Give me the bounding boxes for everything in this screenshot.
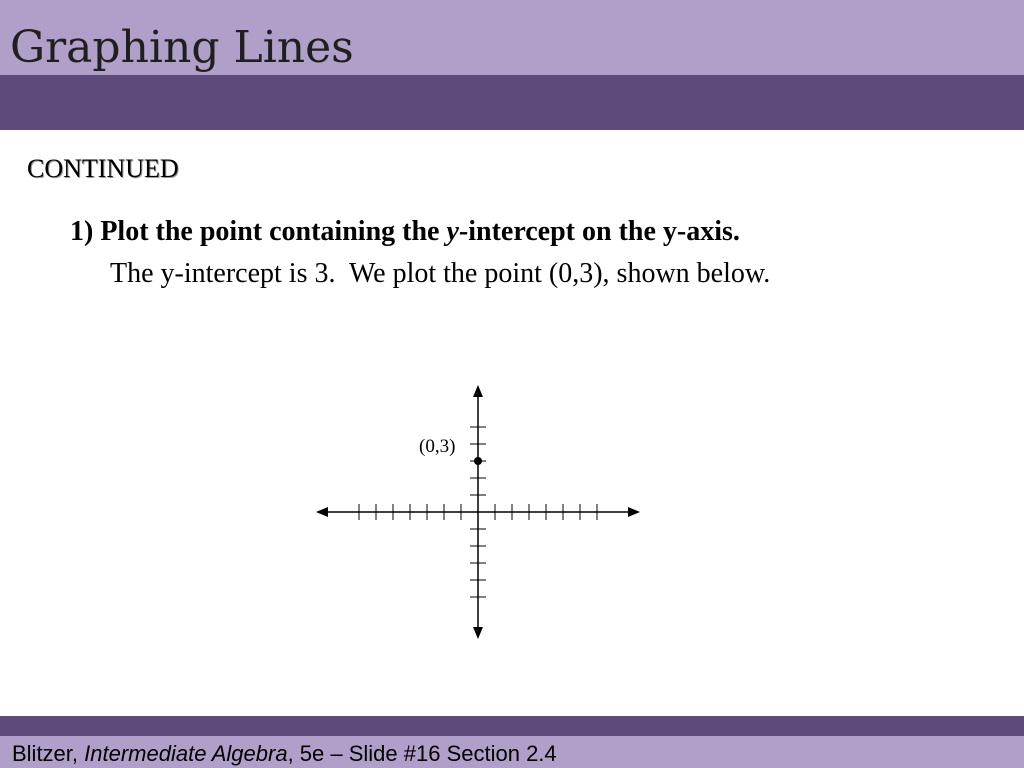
footer-citation [12,740,557,768]
continued-label: CONTINUED [27,154,179,183]
slide-title: Graphing Lines [10,22,354,73]
footer-book-title: Intermediate Algebra [84,741,288,766]
step-text-after: -intercept on the y-axis. [458,216,740,247]
step-detail: The y-intercept is 3. We plot the point (0,3), shown below. [110,258,771,289]
step-number: 1) [70,216,94,247]
footer-author: Blitzer, [12,741,79,766]
point-label: (0,3) [419,436,456,457]
step-variable: y [446,216,459,247]
footer-band-dark [0,716,1024,736]
footer-slide-info: , 5e – Slide #16 Section 2.4 [287,741,557,766]
step-text-before: Plot the point containing the [100,216,440,247]
plotted-point [474,457,482,465]
